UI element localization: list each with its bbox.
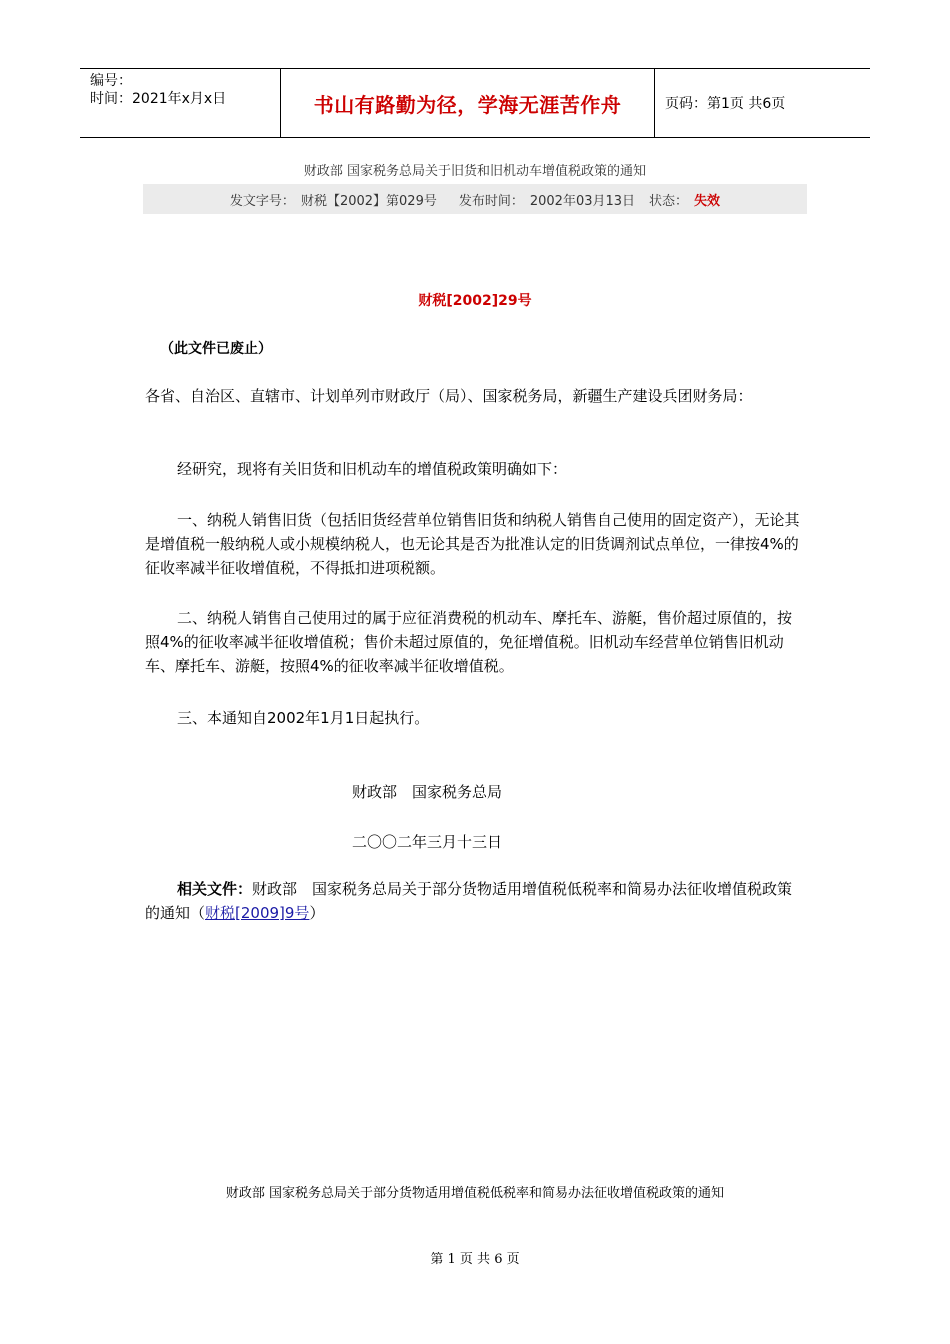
status-label: 状态： — [649, 193, 689, 209]
header-page-cell — [655, 69, 870, 137]
header-table — [80, 68, 870, 138]
number-label: 编号： — [90, 73, 132, 89]
related-close: ） — [309, 904, 325, 922]
footer-page-number: 第 1 页 共 6 页 — [430, 1252, 520, 1267]
motto: 书山有路勤为径，学海无涯苦作舟 — [313, 92, 622, 117]
footer-title: 财政部 国家税务总局关于部分货物适用增值税低税率和简易办法征收增值税政策的通知 — [225, 1186, 725, 1201]
item-1-paragraph: 一、纳税人销售旧货（包括旧货经营单位销售旧货和纳税人销售自己使用的固定资产），无论其是增值税一般纳税人或小规模纳税人，也无论其是否为批准认定的旧货调剂试点单位，一律按4%的征收率减半征收增值税，不得抵扣进项税额。 — [145, 511, 800, 577]
item-3-paragraph: 三、本通知自2002年1月1日起执行。 — [177, 709, 430, 727]
intro-paragraph: 经研究，现将有关旧货和旧机动车的增值税政策明确如下： — [177, 460, 568, 478]
date-label: 发布时间： — [458, 193, 524, 209]
item-2-paragraph: 二、纳税人销售自己使用过的属于应征消费税的机动车、摩托车、游艇，售价超过原值的，按照4%的征收率减半征收增值税；售价未超过原值的，免征增值税。旧机动车经营单位销售旧机动车、摩托车、游艇，按照4%的征收率减半征收增值税。 — [145, 609, 793, 675]
doc-no: 财税【2002】第029号 — [300, 193, 437, 209]
related-label: 相关文件： — [177, 880, 253, 898]
header-left-cell — [80, 69, 281, 137]
page-info: 页码：第1页 共6页 — [665, 96, 786, 112]
signature: 财政部 国家税务总局 — [352, 783, 503, 801]
related-text: 财政部 国家税务总局关于部分货物适用增值税低税率和简易办法征收增值税政策的通知（ — [145, 880, 793, 922]
related-link[interactable]: 财税[2009]9号 — [205, 904, 310, 922]
meta-bar — [143, 184, 807, 214]
related-paragraph — [145, 877, 805, 925]
document-title: 财政部 国家税务总局关于旧货和旧机动车增值税政策的通知 — [303, 164, 647, 179]
sign-date: 二〇〇二年三月十三日 — [352, 833, 503, 851]
header-motto-cell — [281, 69, 655, 137]
addressee-paragraph: 各省、自治区、直辖市、计划单列市财政厅（局）、国家税务局，新疆生产建设兵团财务局： — [145, 387, 753, 405]
doc-no-label: 发文字号： — [229, 193, 295, 209]
document-number: 财税[2002]29号 — [418, 293, 532, 309]
publish-date: 2002年03月13日 — [529, 193, 636, 209]
abolished-note: （此文件已废止） — [160, 341, 272, 357]
status-badge: 失效 — [694, 193, 721, 209]
time-label: 时间：2021年x月x日 — [90, 91, 227, 107]
